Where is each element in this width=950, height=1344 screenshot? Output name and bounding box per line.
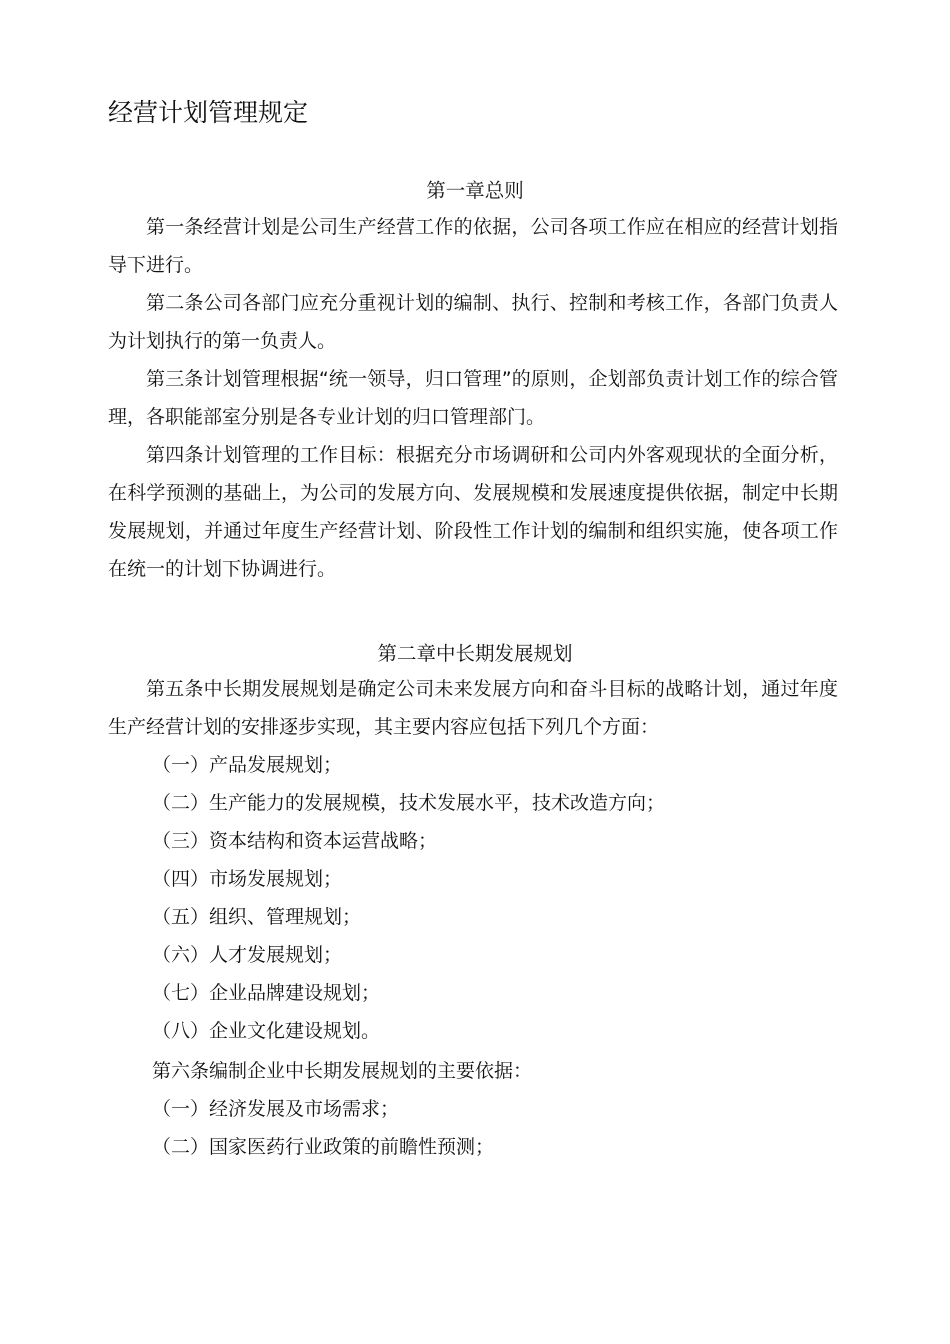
article-5-item-7: （七）企业品牌建设规划； (152, 982, 381, 1004)
article-5: 第五条中长期发展规划是确定公司未来发展方向和奋斗目标的战略计划，通过年度生产经营计划的安排逐步实现，其主要内容应包括下列几个方面： (108, 678, 838, 738)
article-5-item-8: （八）企业文化建设规划。 (152, 1020, 381, 1042)
article-6-item-2: （二）国家医药行业政策的前瞻性预测； (152, 1136, 495, 1158)
article-3: 第三条计划管理根据“统一领导，归口管理”的原则，企划部负责计划工作的综合管理，各职能部室分别是各专业计划的归口管理部门。 (108, 368, 838, 428)
article-2: 第二条公司各部门应充分重视计划的编制、执行、控制和考核工作，各部门负责人为计划执行的第一负责人。 (108, 292, 838, 352)
article-5-item-4: （四）市场发展规划； (152, 868, 343, 890)
chapter-1-heading: 第一章总则 (426, 179, 524, 202)
chapter-2-heading: 第二章中长期发展规划 (377, 642, 573, 665)
article-6-item-1: （一）经济发展及市场需求； (152, 1098, 400, 1120)
document-title: 经营计划管理规定 (108, 98, 309, 127)
article-4: 第四条计划管理的工作目标：根据充分市场调研和公司内外客观现状的全面分析，在科学预测的基础上，为公司的发展方向、发展规模和发展速度提供依据，制定中长期发展规划，并通过年度生产经营计划、阶段性工作计划的编制和组织实施，使各项工作在统一的计划下协调进行。 (108, 444, 838, 580)
article-5-item-2: （二）生产能力的发展规模，技术发展水平，技术改造方向； (152, 792, 666, 814)
article-6: 第六条编制企业中长期发展规划的主要依据： (152, 1060, 533, 1082)
article-5-item-1: （一）产品发展规划； (152, 754, 343, 776)
article-5-item-5: （五）组织、管理规划； (152, 906, 362, 928)
article-5-item-6: （六）人才发展规划； (152, 944, 343, 966)
article-1: 第一条经营计划是公司生产经营工作的依据，公司各项工作应在相应的经营计划指导下进行。 (108, 216, 838, 276)
article-5-item-3: （三）资本结构和资本运营战略； (152, 830, 438, 852)
